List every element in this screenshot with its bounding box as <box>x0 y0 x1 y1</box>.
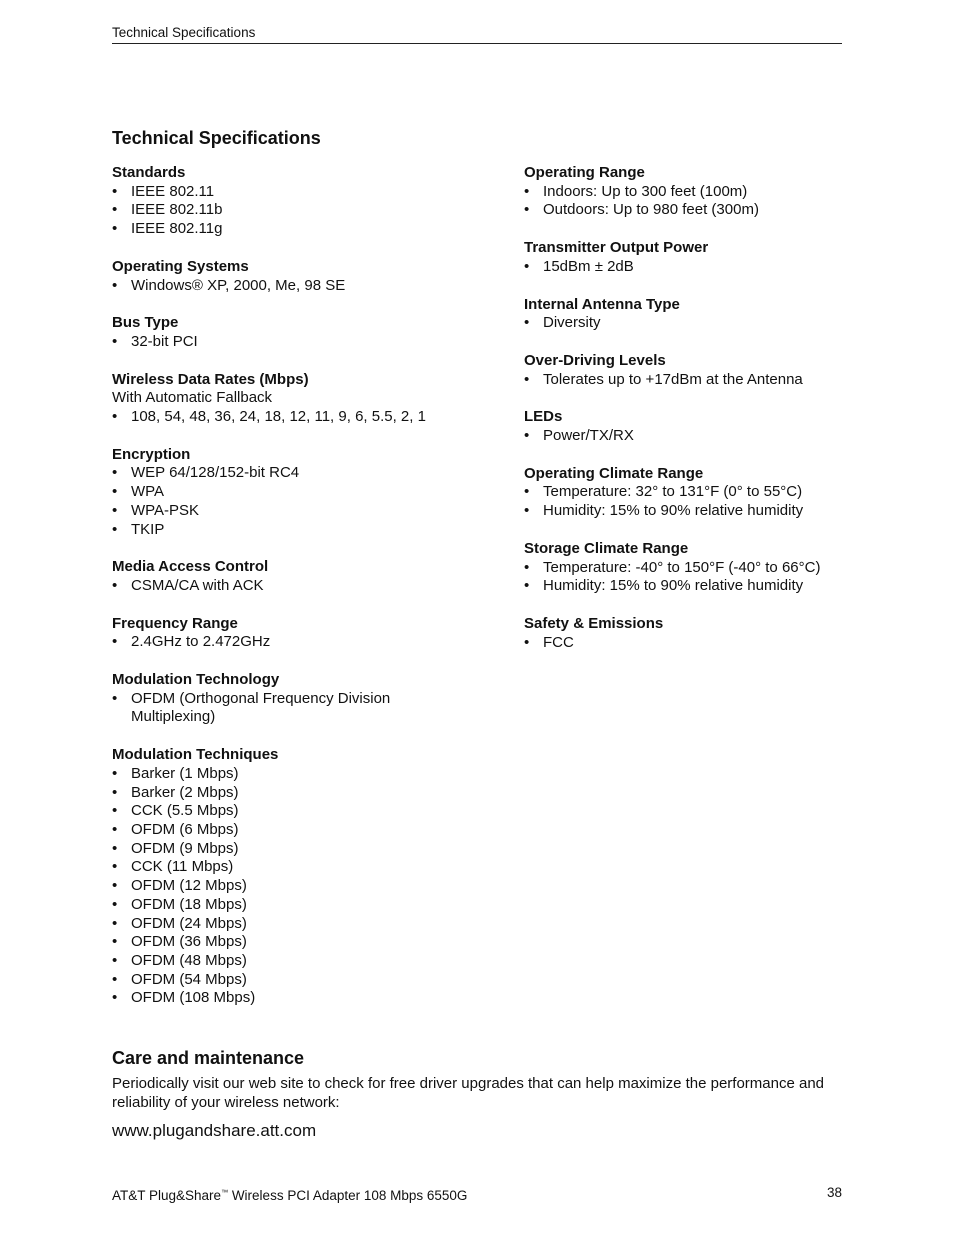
spec-list <box>524 371 854 390</box>
spec-list-item <box>524 201 854 220</box>
spec-item-text: 32-bit PCI <box>131 332 198 350</box>
spec-list <box>524 427 854 446</box>
left-spec-column <box>112 164 472 1027</box>
running-header-title: Technical Specifications <box>112 25 256 40</box>
section-title: Standards <box>112 164 186 181</box>
spec-item-text: WPA <box>131 483 165 501</box>
spec-item-text: OFDM (36 Mbps) <box>131 933 247 951</box>
spec-list-item <box>112 220 472 239</box>
spec-section-bus-type <box>112 314 472 351</box>
spec-section-modulation-techniques <box>112 746 472 1008</box>
section-title: Operating Range <box>524 164 645 181</box>
spec-section-storage-climate-range <box>524 540 854 596</box>
spec-item-text: 15dBm ± 2dB <box>543 257 634 275</box>
spec-list-item <box>112 577 472 596</box>
spec-list-item <box>112 521 472 540</box>
spec-list <box>524 559 854 596</box>
bullet-icon: • <box>112 276 118 294</box>
spec-list-item <box>524 427 854 446</box>
bullet-icon: • <box>524 502 530 520</box>
spec-section-operating-climate-range <box>524 465 854 521</box>
section-title: Storage Climate Range <box>524 539 689 557</box>
bullet-icon: • <box>112 464 118 482</box>
spec-list-item <box>112 784 472 803</box>
spec-list-item <box>524 371 854 390</box>
spec-item-text: Windows® XP, 2000, Me, 98 SE <box>131 276 346 294</box>
bullet-icon: • <box>524 182 530 200</box>
bullet-icon: • <box>112 839 118 857</box>
spec-item-text: OFDM (108 Mbps) <box>131 989 256 1007</box>
spec-list-item <box>112 821 472 840</box>
bullet-icon: • <box>112 933 118 951</box>
spec-list-item <box>112 408 472 427</box>
spec-list <box>112 464 472 539</box>
bullet-icon: • <box>112 220 118 238</box>
spec-section-operating-systems <box>112 258 472 295</box>
spec-section-media-access-control <box>112 558 472 595</box>
bullet-icon: • <box>112 201 118 219</box>
spec-item-text: OFDM (9 Mbps) <box>131 839 239 857</box>
section-title: Safety & Emissions <box>524 614 664 632</box>
spec-list-item <box>112 690 472 727</box>
spec-item-text: OFDM (Orthogonal Frequency Division Multiplexing) <box>131 689 391 726</box>
bullet-icon: • <box>112 877 118 895</box>
spec-item-text: WEP 64/128/152-bit RC4 <box>131 464 300 482</box>
spec-list-item <box>112 483 472 502</box>
spec-item-text: OFDM (6 Mbps) <box>131 820 239 838</box>
spec-list-item <box>112 933 472 952</box>
bullet-icon: • <box>112 783 118 801</box>
bullet-icon: • <box>524 633 530 651</box>
bullet-icon: • <box>112 764 118 782</box>
section-note: With Automatic Fallback <box>112 389 273 407</box>
bullet-icon: • <box>112 182 118 200</box>
section-title: Internal Antenna Type <box>524 295 680 313</box>
footer-product-name: AT&T Plug&Share™ Wireless PCI Adapter 108 Mbps 6550G <box>112 1187 468 1203</box>
care-text: Periodically visit our web site to check for free driver upgrades that can help maximize the performance and reliability of your wireless network: <box>112 1075 825 1111</box>
spec-section-internal-antenna-type <box>524 296 854 333</box>
spec-list-item <box>112 971 472 990</box>
spec-section-frequency-range <box>112 615 472 652</box>
bullet-icon: • <box>112 820 118 838</box>
spec-item-text: OFDM (18 Mbps) <box>131 895 247 913</box>
bullet-icon: • <box>112 633 118 651</box>
spec-item-text: OFDM (54 Mbps) <box>131 970 247 988</box>
bullet-icon: • <box>112 895 118 913</box>
section-title: Modulation Techniques <box>112 746 279 764</box>
spec-list-item <box>524 559 854 578</box>
spec-list-item <box>524 577 854 596</box>
spec-list-item <box>524 502 854 521</box>
bullet-icon: • <box>524 427 530 445</box>
spec-item-text: Temperature: 32° to 131°F (0° to 55°C) <box>543 483 803 501</box>
spec-section-transmitter-output-power <box>524 239 854 276</box>
page-footer <box>112 1185 842 1204</box>
section-title: LEDs <box>524 408 563 426</box>
spec-item-text: IEEE 802.11 <box>131 182 215 200</box>
spec-list <box>524 634 854 653</box>
spec-item-text: Barker (2 Mbps) <box>131 783 239 801</box>
spec-item-text: Temperature: -40° to 150°F (-40° to 66°C) <box>543 558 821 576</box>
spec-list-item <box>112 201 472 220</box>
spec-section-wireless-data-rates-mbps <box>112 371 472 427</box>
spec-item-text: CCK (5.5 Mbps) <box>131 802 239 820</box>
bullet-icon: • <box>524 257 530 275</box>
section-title: Media Access Control <box>112 558 269 576</box>
spec-item-text: Indoors: Up to 300 feet (100m) <box>543 182 748 200</box>
care-section <box>112 1047 842 1142</box>
spec-list-item <box>112 802 472 821</box>
spec-list-item <box>112 183 472 202</box>
section-title: Bus Type <box>112 314 179 332</box>
spec-list <box>112 333 472 352</box>
bullet-icon: • <box>112 951 118 969</box>
spec-list-item <box>524 183 854 202</box>
spec-list <box>112 277 472 296</box>
page-title: Technical Specifications <box>112 128 321 148</box>
spec-section-leds <box>524 408 854 445</box>
care-title: Care and maintenance <box>112 1048 305 1068</box>
bullet-icon: • <box>524 483 530 501</box>
spec-item-text: TKIP <box>131 520 165 538</box>
spec-list-item <box>524 258 854 277</box>
bullet-icon: • <box>112 970 118 988</box>
spec-list-item <box>112 877 472 896</box>
spec-list <box>524 258 854 277</box>
bullet-icon: • <box>524 314 530 332</box>
spec-list <box>112 408 472 427</box>
bullet-icon: • <box>112 408 118 426</box>
spec-item-text: CSMA/CA with ACK <box>131 576 264 594</box>
spec-list-item <box>112 896 472 915</box>
support-url[interactable]: www.plugandshare.att.com <box>112 1121 317 1141</box>
bullet-icon: • <box>112 501 118 519</box>
trademark-symbol: ™ <box>221 1189 229 1196</box>
spec-item-text: OFDM (24 Mbps) <box>131 914 247 932</box>
section-title: Transmitter Output Power <box>524 239 709 257</box>
running-header <box>112 25 842 44</box>
spec-list-item <box>112 989 472 1008</box>
bullet-icon: • <box>112 520 118 538</box>
spec-item-text: Power/TX/RX <box>543 427 634 445</box>
spec-item-text: Humidity: 15% to 90% relative humidity <box>543 577 804 595</box>
bullet-icon: • <box>112 576 118 594</box>
bullet-icon: • <box>112 483 118 501</box>
bullet-icon: • <box>112 858 118 876</box>
bullet-icon: • <box>524 370 530 388</box>
section-title: Operating Systems <box>112 257 249 275</box>
spec-list-item <box>112 333 472 352</box>
section-title: Wireless Data Rates (Mbps) <box>112 370 309 388</box>
spec-item-text: Diversity <box>543 314 601 332</box>
spec-item-text: Humidity: 15% to 90% relative humidity <box>543 502 804 520</box>
section-title: Modulation Technology <box>112 671 280 689</box>
spec-list-item <box>112 840 472 859</box>
spec-section-over-driving-levels <box>524 352 854 389</box>
bullet-icon: • <box>112 989 118 1007</box>
bullet-icon: • <box>112 914 118 932</box>
spec-item-text: WPA-PSK <box>131 501 200 519</box>
spec-item-text: IEEE 802.11b <box>131 201 223 219</box>
spec-section-modulation-technology <box>112 671 472 727</box>
spec-list-item <box>112 765 472 784</box>
bullet-icon: • <box>524 201 530 219</box>
spec-list-item <box>112 915 472 934</box>
spec-section-standards <box>112 164 472 239</box>
spec-list <box>112 577 472 596</box>
spec-item-text: Outdoors: Up to 980 feet (300m) <box>543 201 759 219</box>
spec-list-item <box>524 314 854 333</box>
spec-list-item <box>112 633 472 652</box>
spec-item-text: 108, 54, 48, 36, 24, 18, 12, 11, 9, 6, 5.5, 2, 1 <box>131 408 426 426</box>
spec-section-encryption <box>112 446 472 540</box>
spec-list-item <box>112 464 472 483</box>
section-title: Frequency Range <box>112 614 238 632</box>
right-spec-column <box>524 164 854 671</box>
spec-item-text: 2.4GHz to 2.472GHz <box>131 633 271 651</box>
spec-list <box>524 483 854 520</box>
bullet-icon: • <box>524 577 530 595</box>
page-number: 38 <box>826 1185 842 1200</box>
spec-list <box>112 183 472 239</box>
spec-list-item <box>524 634 854 653</box>
spec-list <box>112 633 472 652</box>
section-title: Encryption <box>112 445 191 463</box>
spec-list-item <box>524 483 854 502</box>
spec-item-text: Barker (1 Mbps) <box>131 764 239 782</box>
spec-list <box>112 690 472 727</box>
bullet-icon: • <box>524 558 530 576</box>
spec-section-safety-emissions <box>524 615 854 652</box>
spec-item-text: IEEE 802.11g <box>131 220 223 238</box>
spec-list-item <box>112 952 472 971</box>
bullet-icon: • <box>112 802 118 820</box>
spec-list <box>524 183 854 220</box>
spec-list-item <box>112 858 472 877</box>
spec-section-operating-range <box>524 164 854 220</box>
spec-list <box>112 765 472 1008</box>
bullet-icon: • <box>112 332 118 350</box>
spec-list <box>524 314 854 333</box>
section-title: Over-Driving Levels <box>524 351 666 369</box>
bullet-icon: • <box>112 689 118 707</box>
spec-item-text: FCC <box>543 633 574 651</box>
spec-list-item <box>112 502 472 521</box>
spec-item-text: OFDM (48 Mbps) <box>131 951 247 969</box>
spec-list-item <box>112 277 472 296</box>
spec-item-text: CCK (11 Mbps) <box>131 858 234 876</box>
spec-item-text: OFDM (12 Mbps) <box>131 877 247 895</box>
section-title: Operating Climate Range <box>524 464 704 482</box>
spec-item-text: Tolerates up to +17dBm at the Antenna <box>543 370 803 388</box>
